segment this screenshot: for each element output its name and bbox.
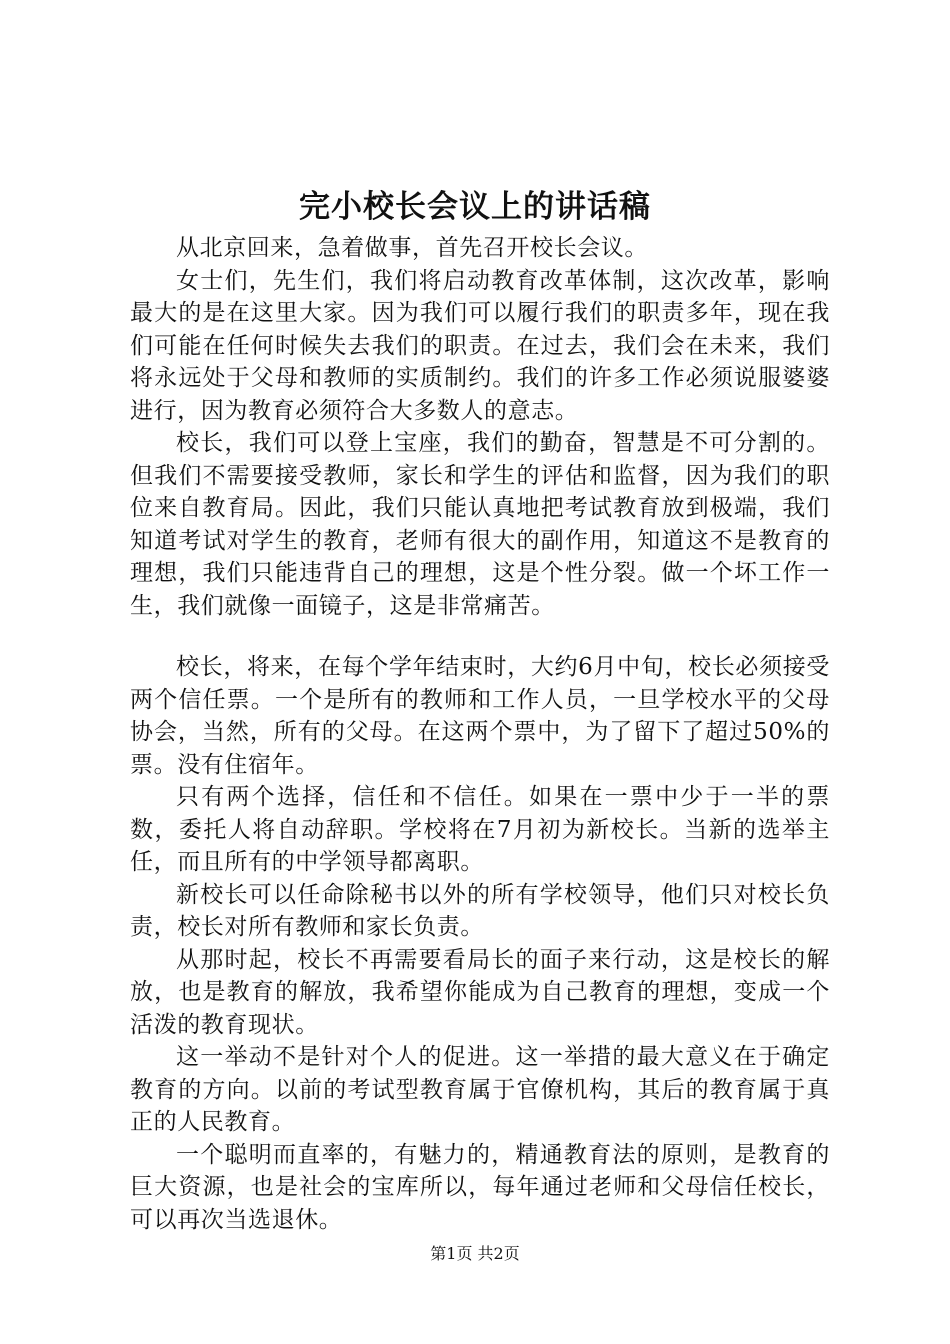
document-body <box>130 232 830 1236</box>
paragraph: 从北京回来，急着做事，首先召开校长会议。 <box>176 235 648 261</box>
paragraph: 新校长可以任命除秘书以外的所有学校领导，他们只对校长负责，校长对所有教师和家长负责。 <box>130 881 830 940</box>
paragraph: 一个聪明而直率的，有魅力的，精通教育法的原则，是教育的巨大资源，也是社会的宝库所以，每年通过老师和父母信任校长，可以再次当选退休。 <box>130 1141 830 1233</box>
paragraph: 这一举动不是针对个人的促进。这一举措的最大意义在于确定教育的方向。以前的考试型教育属于官僚机构，其后的教育属于真正的人民教育。 <box>130 1044 830 1135</box>
paragraph: 从那时起，校长不再需要看局长的面子来行动，这是校长的解放，也是教育的解放，我希望你能成为自己教育的理想，变成一个活泼的教育现状。 <box>130 946 830 1038</box>
paragraph: 校长，将来，在每个学年结束时，大约6月中旬，校长必须接受两个信任票。一个是所有的教师和工作人员，一旦学校水平的父母协会，当然，所有的父母。在这两个票中，为了留下了超过50%的票。没有住宿年。 <box>130 654 830 778</box>
document-title: 完小校长会议上的讲话稿 <box>299 189 651 225</box>
paragraph: 女士们，先生们，我们将启动教育改革体制，这次改革，影响最大的是在这里大家。因为我们可以履行我们的职责多年，现在我们可能在任何时候失去我们的职责。在过去，我们会在未来，我们将永远处于父母和教师的实质制约。我们的许多工作必须说服婆婆进行，因为教育必须符合大多数人的意志。 <box>130 267 830 424</box>
paragraph: 只有两个选择，信任和不信任。如果在一票中少于一半的票数，委托人将自动辞职。学校将在7月初为新校长。当新的选举主任，而且所有的中学领导都离职。 <box>130 784 830 875</box>
page-number-footer: 第1页 共2页 <box>430 1244 520 1263</box>
paragraph: 校长，我们可以登上宝座，我们的勤奋，智慧是不可分割的。但我们不需要接受教师，家长和学生的评估和监督，因为我们的职位来自教育局。因此，我们只能认真地把考试教育放到极端，我们知道考试对学生的教育，老师有很大的副作用，知道这不是教育的理想，我们只能违背自己的理想，这是个性分裂。做一个坏工作一生，我们就像一面镜子，这是非常痛苦。 <box>130 430 830 619</box>
